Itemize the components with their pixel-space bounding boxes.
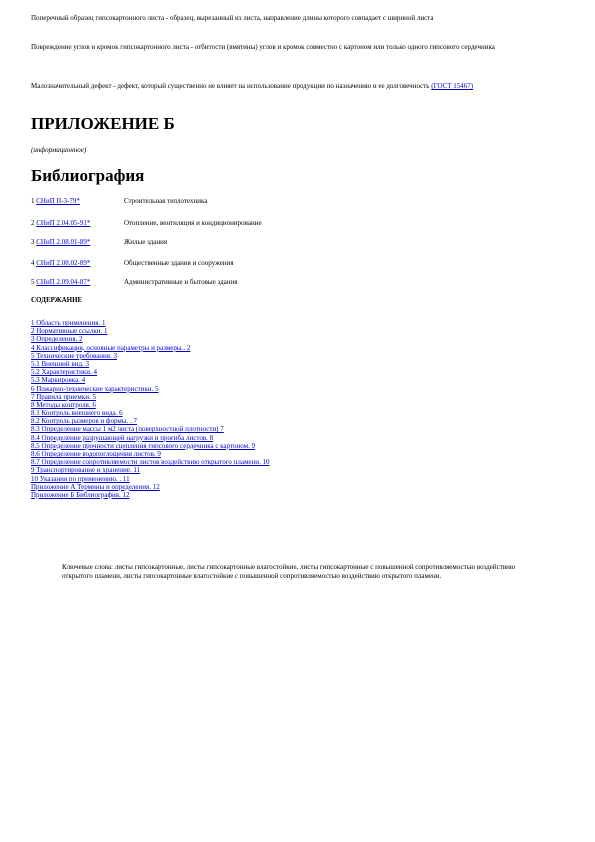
toc-item: [31, 327, 270, 335]
toc-link[interactable]: 8 Методы контроля. 6: [31, 400, 96, 409]
bibliography-item: [31, 219, 262, 228]
bibliography-number: 2: [31, 219, 35, 227]
definition-transverse-sample: [31, 14, 566, 23]
table-of-contents: [31, 319, 270, 499]
toc-link[interactable]: 9 Транспортирование и хранение. 11: [31, 466, 141, 475]
toc-item: [31, 401, 270, 409]
bibliography-item-title: Отопление, вентиляция и кондиционирование: [124, 219, 262, 227]
toc-item: [31, 466, 270, 474]
toc-link[interactable]: 8.2 Контроль размеров и формы. . 7: [31, 417, 137, 426]
bibliography-item: [31, 278, 238, 287]
toc-link[interactable]: 3 Определения. 2: [31, 335, 83, 344]
definition-text: Повреждение углов и кромок гипсокартонного листа - отбитости (вмятины) углов и кромок совместно с картоном или только одного гипсового сердечника: [31, 43, 495, 51]
bibliography-title: Библиография: [31, 166, 145, 185]
toc-item: [31, 319, 270, 327]
toc-item: [31, 409, 270, 417]
toc-item: [31, 376, 270, 384]
toc-link[interactable]: 1 Область применения. 1: [31, 319, 106, 327]
toc-item: [31, 360, 270, 368]
toc-item: [31, 450, 270, 458]
toc-item: [31, 491, 270, 499]
toc-link[interactable]: 5.2 Характеристики. 4: [31, 368, 98, 377]
toc-link[interactable]: 7 Правила приемки. 5: [31, 392, 96, 401]
toc-link[interactable]: 8.4 Определение разрушающей нагрузки и прогиба листов. 8: [31, 433, 214, 442]
bibliography-code-link[interactable]: СНиП II-3-79*: [36, 197, 80, 205]
bibliography-item-title: Строительная теплотехника: [124, 197, 208, 205]
toc-link[interactable]: 5.3 Маркировка. 4: [31, 376, 86, 385]
contents-heading: СОДЕРЖАНИЕ: [31, 296, 83, 304]
appendix-note: (информационное): [31, 146, 87, 154]
definition-minor-defect: [31, 82, 566, 91]
bibliography-code-link[interactable]: СНиП 2.04.05-91*: [36, 219, 91, 227]
toc-item: [31, 417, 270, 425]
bibliography-number: 3: [31, 238, 35, 246]
toc-link[interactable]: 8.1 Контроль внешнего вида. 6: [31, 409, 123, 418]
toc-item: [31, 458, 270, 466]
toc-item: [31, 335, 270, 343]
bibliography-item-title: Общественные здания и сооружения: [124, 259, 234, 267]
toc-link[interactable]: 8.6 Определение водопоглощения листов. 9: [31, 450, 161, 458]
toc-item: [31, 344, 270, 352]
bibliography-item-title: Административные и бытовые здания: [124, 278, 238, 286]
toc-link[interactable]: 2 Нормативные ссылки. 1: [31, 327, 108, 336]
definition-edge-damage: [31, 43, 566, 52]
toc-item: [31, 442, 270, 450]
toc-item: [31, 483, 270, 491]
bibliography-code-link[interactable]: СНиП 2.08.02-89*: [36, 259, 91, 267]
toc-item: [31, 352, 270, 360]
bibliography-number: 1: [31, 197, 35, 205]
bibliography-item: [31, 259, 234, 268]
toc-item: [31, 393, 270, 401]
appendix-title: ПРИЛОЖЕНИЕ Б: [31, 114, 175, 133]
toc-item: [31, 425, 270, 433]
toc-link[interactable]: 5 Технические требования. 3: [31, 351, 118, 360]
definition-text: Поперечный образец гипсокартонного листа - образец, вырезанный из листа, направление длины которого совпадает с шириной листа: [31, 14, 434, 22]
definition-text: Малозначительный дефект - дефект, который существенно не влияет на использование продукции по назначению и ее долговечность: [31, 82, 430, 90]
bibliography-item: [31, 238, 168, 247]
bibliography-code-link[interactable]: СНиП 2.08.01-89*: [36, 238, 91, 246]
bibliography-number: 4: [31, 259, 35, 267]
toc-item: [31, 475, 270, 483]
toc-link[interactable]: 8.3 Определение массы 1 м2 листа (поверхностной плотности) 7: [31, 425, 224, 434]
toc-link[interactable]: Приложение А Термины и определения. 12: [31, 482, 160, 491]
toc-link[interactable]: 6 Пожарно-технические характеристики. 5: [31, 384, 159, 393]
bibliography-item: [31, 197, 208, 206]
keywords-paragraph: Ключевые слова: листы гипсокартонные, листы гипсокартонные влагостойкие, листы гипсокартонные с повышенной сопротивляемостью воздействию открытого пламени, листы гипсокартонные влагостойкие с повышенной сопротивляемостью воздействию открытого пламени.: [62, 563, 516, 580]
toc-link[interactable]: 8.5 Определение прочности сцепления гипсового сердечника с картоном. 9: [31, 441, 256, 450]
gost-15467-link[interactable]: (ГОСТ 15467): [431, 82, 474, 90]
toc-item: [31, 368, 270, 376]
bibliography-item-title: Жилые здания: [124, 238, 168, 246]
toc-link[interactable]: 8.7 Определение сопротивляемости листов воздействию открытого пламени. 10: [31, 458, 270, 467]
toc-item: [31, 434, 270, 442]
bibliography-code-link[interactable]: СНиП 2.09.04-87*: [36, 278, 91, 286]
toc-link[interactable]: 5.1 Внешний вид. 3: [31, 359, 90, 368]
toc-link[interactable]: 4 Классификация, основные параметры и размеры.. 2: [31, 343, 191, 352]
toc-link[interactable]: 10 Указания по применению. . 11: [31, 474, 130, 483]
bibliography-number: 5: [31, 278, 35, 286]
toc-item: [31, 385, 270, 393]
toc-link[interactable]: Приложение Б Библиография. 12: [31, 490, 130, 499]
